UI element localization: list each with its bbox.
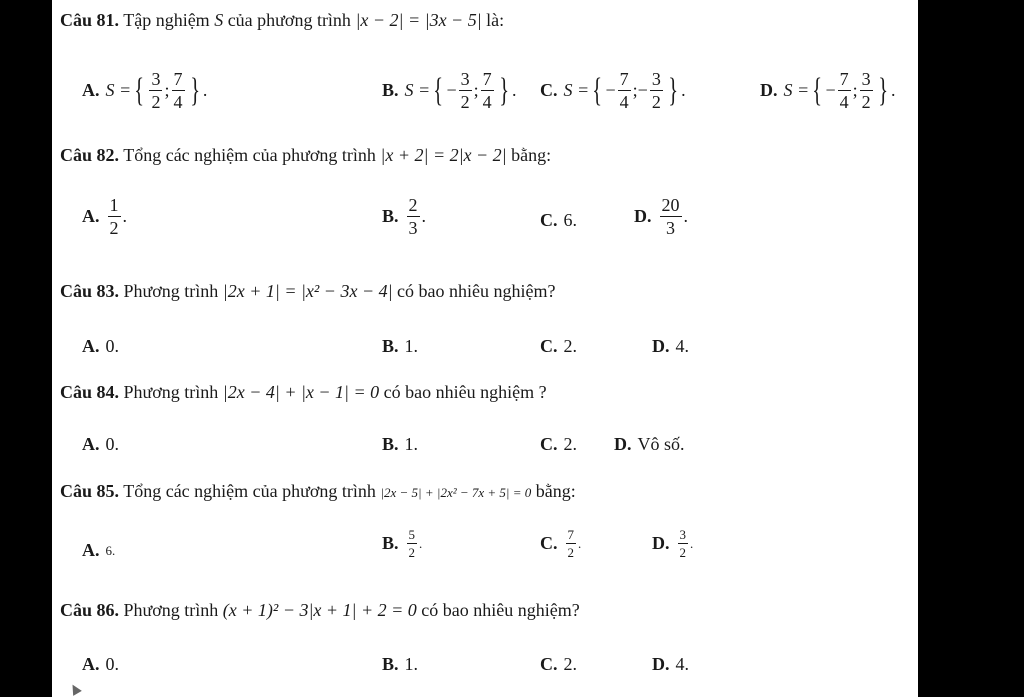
option-83-b[interactable] (382, 336, 418, 357)
denominator: 2 (679, 545, 686, 560)
option-text: 1. (404, 336, 419, 356)
numerator: 3 (151, 69, 161, 89)
option-84-a[interactable] (82, 434, 119, 455)
question-82 (60, 145, 551, 166)
option-label: B. (382, 533, 399, 553)
option-81-b[interactable]: B. S = { − $\frac{3}{2}$ ; $\frac{7}{4}$ } . (382, 69, 517, 112)
option-label: D. (760, 80, 778, 100)
numerator: 3 (861, 69, 871, 89)
numerator: 3 (651, 69, 661, 89)
option-text: 0. (105, 336, 119, 356)
question-text: Tập nghiệm (123, 10, 210, 30)
question-label: Câu 82. (60, 145, 120, 165)
option-text: 4. (675, 654, 689, 674)
set-prefix: S = (563, 80, 590, 100)
denominator: 4 (482, 92, 492, 112)
question-85 (60, 481, 576, 502)
question-label: Câu 85. (60, 481, 120, 501)
option-label: B. (382, 654, 399, 674)
denominator: 3 (408, 218, 418, 238)
question-text-end: bằng: (511, 145, 552, 165)
option-81-c[interactable]: C. S = { − $\frac{7}{4}$ ; − $\frac{3}{2}$ } . (540, 69, 686, 112)
question-text: Phương trình (123, 281, 219, 301)
question-86 (60, 600, 580, 621)
numerator: 3 (460, 69, 470, 89)
question-label: Câu 86. (60, 600, 120, 620)
option-label: A. (82, 80, 100, 100)
question-text-end: có bao nhiêu nghiệm ? (383, 382, 547, 402)
denominator: 2 (109, 218, 119, 238)
question-label: Câu 84. (60, 382, 120, 402)
option-label: C. (540, 336, 558, 356)
equation: (x + 1)² − 3|x + 1| + 2 = 0 (222, 600, 417, 620)
option-84-d[interactable] (614, 434, 685, 455)
denominator: 2 (567, 545, 574, 560)
option-81-d[interactable]: D. S = { − $\frac{7}{4}$ ; $\frac{3}{2}$ } . (760, 69, 896, 112)
numerator: 7 (619, 69, 629, 89)
option-label: A. (82, 434, 100, 454)
numerator: 2 (408, 195, 418, 215)
option-86-c[interactable] (540, 654, 577, 675)
option-label: C. (540, 434, 558, 454)
option-82-a[interactable]: A. $\frac{1}{2}$ . (82, 195, 127, 238)
option-text: 2. (563, 654, 577, 674)
question-text-end: có bao nhiêu nghiệm? (397, 281, 556, 301)
denominator: 3 (666, 218, 675, 238)
denominator: 2 (151, 92, 161, 112)
sign: − (825, 80, 836, 100)
option-label: B. (382, 80, 399, 100)
option-83-d[interactable] (652, 336, 689, 357)
denominator: 2 (651, 92, 661, 112)
option-label: D. (614, 434, 632, 454)
question-text-end: bằng: (535, 481, 576, 501)
numerator: 7 (567, 527, 574, 542)
question-label: Câu 83. (60, 281, 120, 301)
denominator: 4 (839, 92, 849, 112)
option-86-a[interactable] (82, 654, 119, 675)
option-label: A. (82, 540, 100, 560)
option-label: D. (652, 533, 670, 553)
option-text: 4. (675, 336, 689, 356)
set-prefix: S = (404, 80, 431, 100)
worksheet-page (52, 0, 918, 697)
option-label: A. (82, 654, 100, 674)
option-86-b[interactable] (382, 654, 418, 675)
denominator: 4 (619, 92, 629, 112)
equation: |2x − 4| + |x − 1| = 0 (222, 382, 380, 402)
mouse-cursor-icon (68, 682, 82, 696)
option-label: A. (82, 336, 100, 356)
option-84-c[interactable] (540, 434, 577, 455)
option-text: 1. (404, 434, 419, 454)
option-label: D. (634, 206, 652, 226)
sign: − (637, 80, 648, 100)
denominator: 4 (173, 92, 183, 112)
question-text-end: là: (486, 10, 505, 30)
set-prefix: S = (783, 80, 810, 100)
denominator: 2 (408, 545, 416, 560)
option-83-c[interactable] (540, 336, 577, 357)
equation: |2x − 5| + |2x² − 7x + 5| = 0 (380, 485, 532, 500)
question-text: Phương trình (123, 382, 219, 402)
option-text: 6. (105, 542, 116, 558)
option-label: C. (540, 533, 558, 553)
numerator: 5 (408, 527, 416, 542)
sign: − (446, 80, 457, 100)
option-label: C. (540, 654, 558, 674)
option-text: 0. (105, 654, 119, 674)
option-text: 6. (563, 210, 577, 230)
equation: |x − 2| = |3x − 5| (355, 10, 482, 30)
set-prefix: S = (105, 80, 132, 100)
question-83 (60, 281, 556, 302)
option-label: D. (652, 336, 670, 356)
option-82-b[interactable]: B. $\frac{2}{3}$ . (382, 195, 427, 238)
option-label: C. (540, 210, 558, 230)
question-text: Tổng các nghiệm của phương trình (123, 481, 376, 501)
question-84 (60, 382, 547, 403)
option-85-b[interactable]: B. $\frac{5}{2}$ . (382, 527, 423, 560)
equation: |2x + 1| = |x² − 3x − 4| (222, 281, 393, 301)
option-84-b[interactable] (382, 434, 418, 455)
option-85-c[interactable]: C. $\frac{7}{2}$ . (540, 527, 582, 560)
numerator: 1 (109, 195, 119, 215)
question-text: Phương trình (123, 600, 219, 620)
option-text: 0. (105, 434, 119, 454)
option-text: 1. (404, 654, 419, 674)
option-83-a[interactable] (82, 336, 119, 357)
option-85-d[interactable]: D. $\frac{3}{2}$ . (652, 527, 694, 560)
option-82-c[interactable] (540, 210, 577, 231)
denominator: 2 (861, 92, 871, 112)
equation: |x + 2| = 2|x − 2| (380, 145, 507, 165)
numerator: 7 (173, 69, 183, 89)
numerator: 7 (482, 69, 492, 89)
option-label: C. (540, 80, 558, 100)
option-label: B. (382, 206, 399, 226)
option-text: Vô số. (637, 434, 685, 454)
option-label: B. (382, 336, 399, 356)
option-text: 2. (563, 336, 577, 356)
numerator: 7 (839, 69, 849, 89)
option-85-a[interactable] (82, 540, 115, 561)
question-label: Câu 81. (60, 10, 120, 30)
option-label: A. (82, 206, 100, 226)
question-text-end: có bao nhiêu nghiệm? (421, 600, 580, 620)
sign: − (605, 80, 616, 100)
numerator: 20 (661, 195, 680, 215)
numerator: 3 (679, 527, 686, 542)
option-86-d[interactable] (652, 654, 689, 675)
option-label: D. (652, 654, 670, 674)
question-text: Tổng các nghiệm của phương trình (123, 145, 376, 165)
option-81-a[interactable]: A. S = { $\frac{3}{2}$ ; $\frac{7}{4}$ } . (82, 69, 208, 112)
question-text-mid: của phương trình (227, 10, 351, 30)
question-81 (60, 10, 504, 31)
option-label: B. (382, 434, 399, 454)
variable: S (214, 10, 224, 30)
option-text: 2. (563, 434, 577, 454)
option-82-d[interactable]: D. $\frac{20}{3}$ . (634, 195, 688, 238)
denominator: 2 (460, 92, 470, 112)
